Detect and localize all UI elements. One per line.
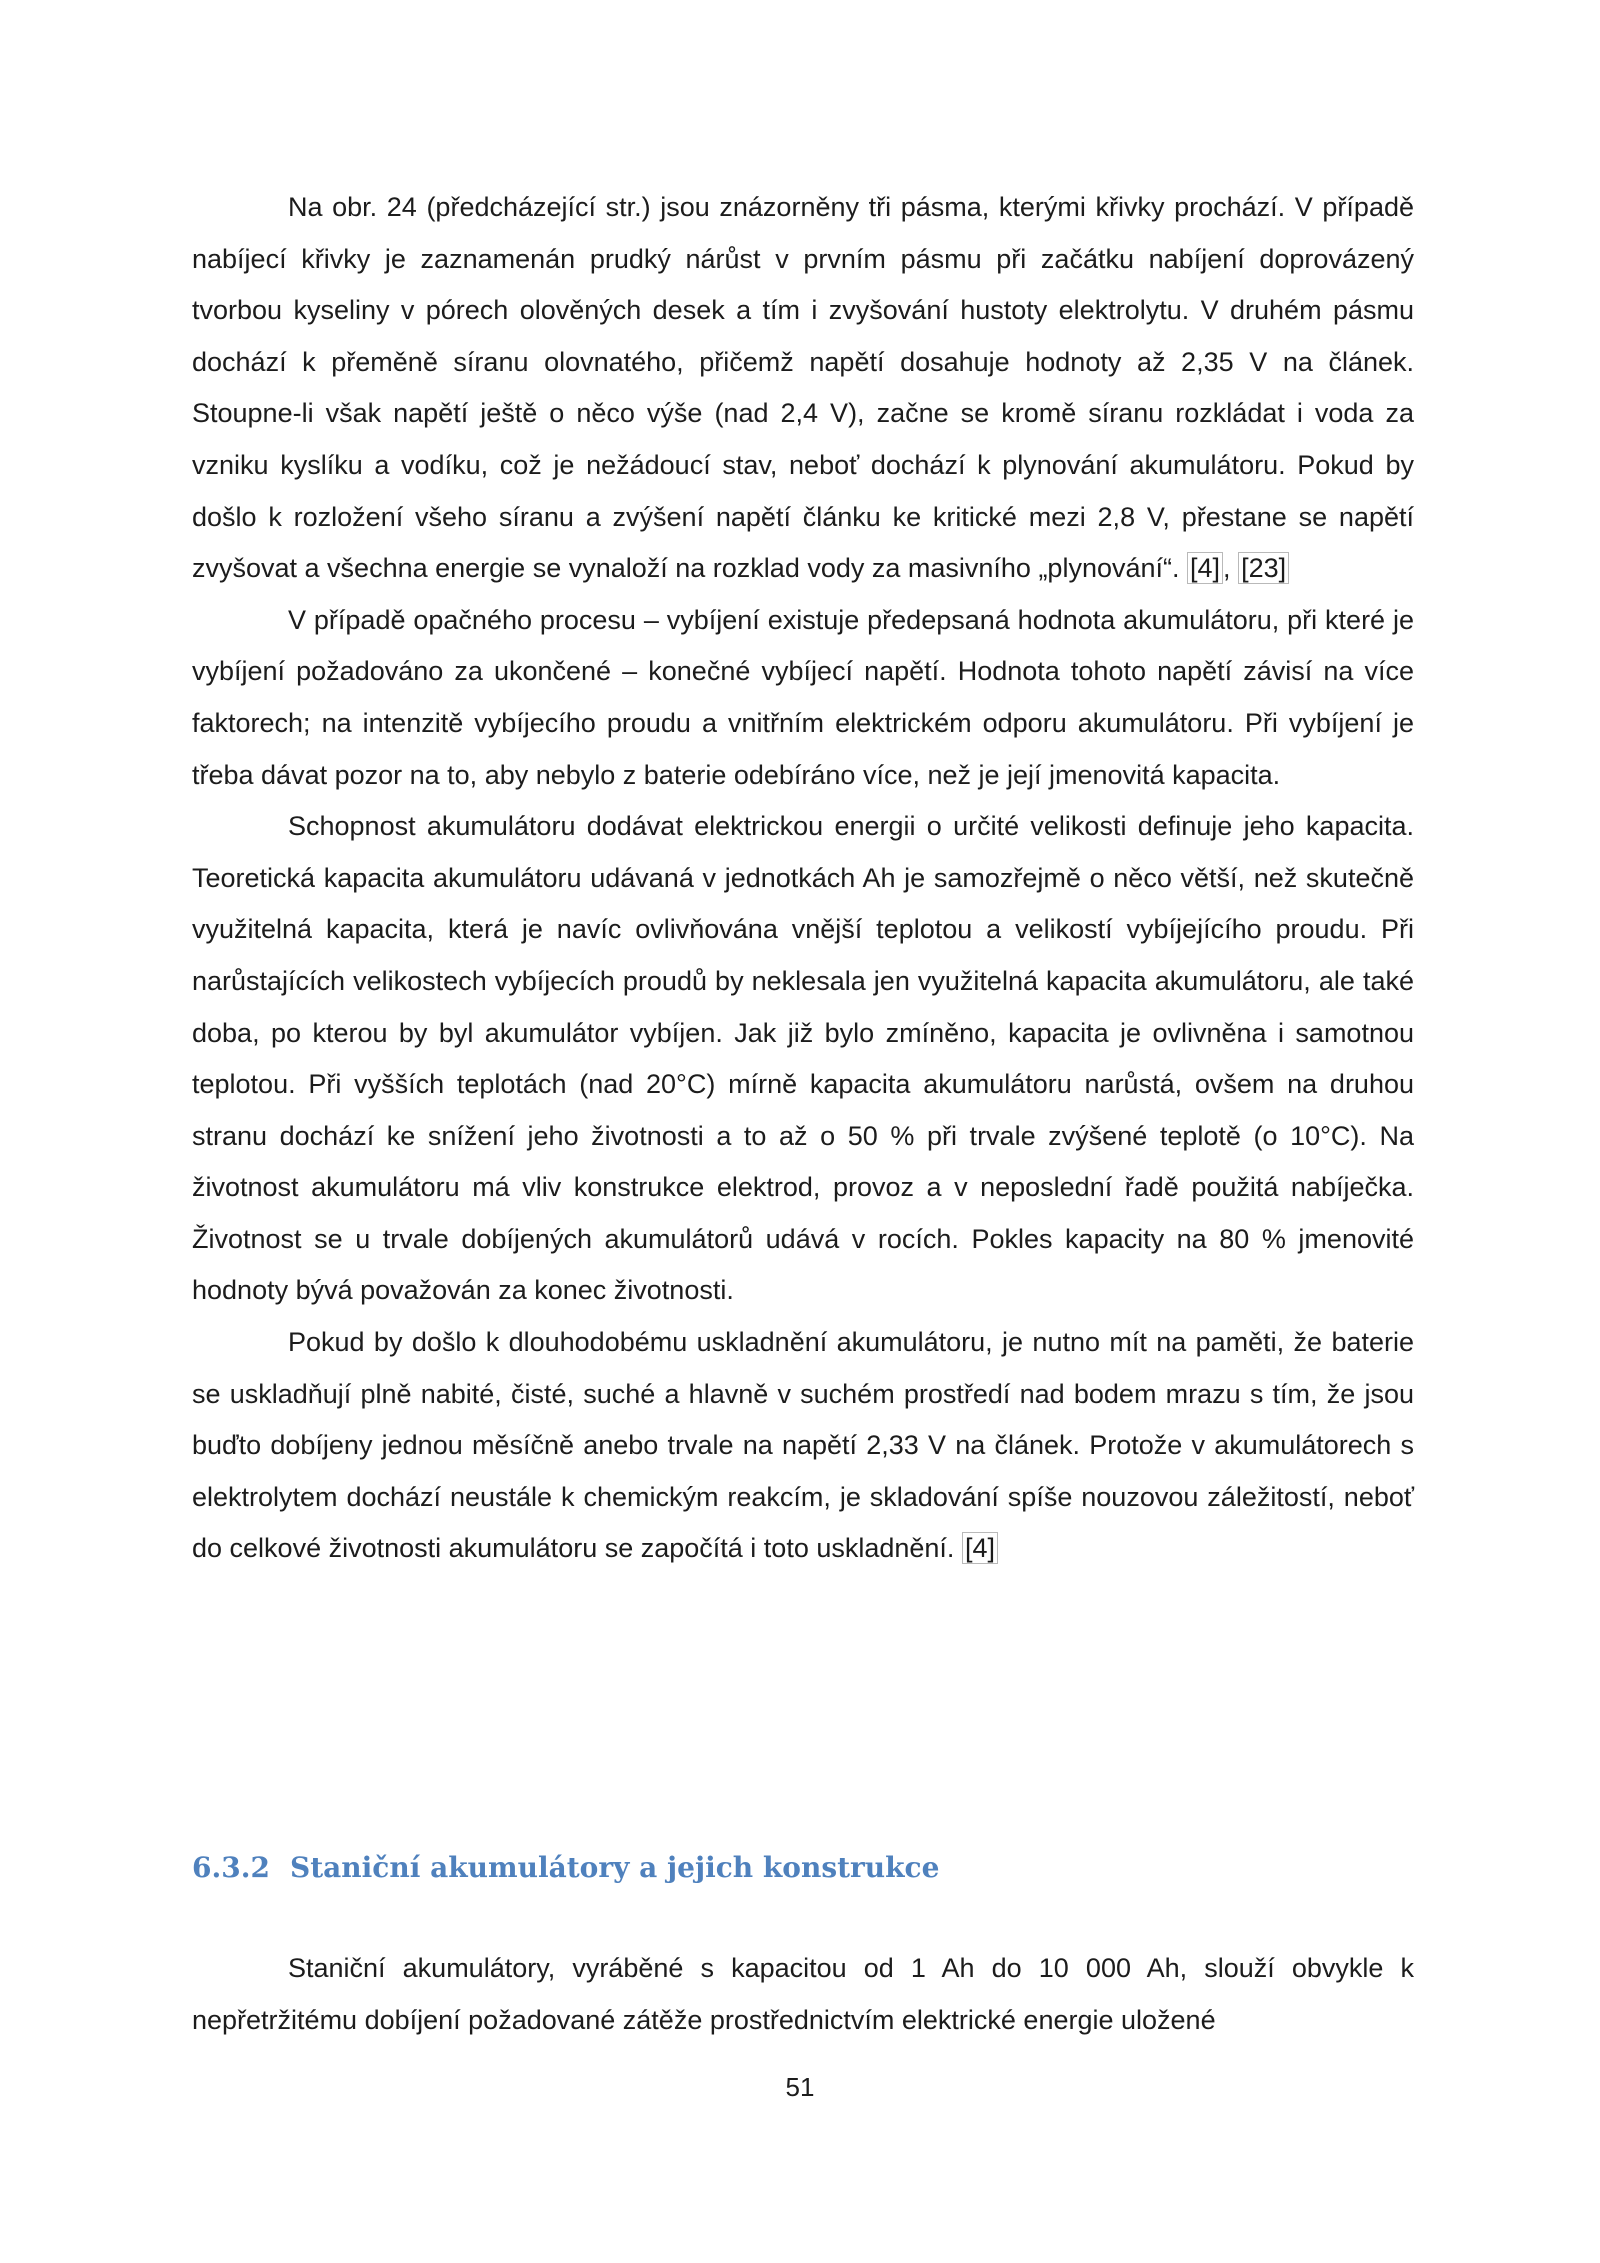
paragraph-capacity: Schopnost akumulátoru dodávat elektrickou energii o určité velikosti definuje jeho kapacita. Teoretická kapacita akumulátoru udávaná v jednotkách Ah je samozřejmě o něco větší, než skutečně využitelná kapacita, která je navíc ovlivňována vnější teplotou a velikostí vybíjejícího proudu. Při narůstajících velikostech vybíjecích proudů by neklesala jen využitelná kapacita akumulátoru, ale také doba, po kterou by byl akumulátor vybíjen. Jak již bylo zmíněno, kapacita je ovlivněna i samotnou teplotou. Při vyšších teplotách (nad 20°C) mírně kapacita akumulátoru narůstá, ovšem na druhou stranu dochází ke snížení jeho životnosti a to až o 50 % při trvale zvýšené teplotě (o 10°C). Na životnost akumulátoru má vliv konstrukce elektrod, provoz a v neposlední řadě použitá nabíječka. Životnost se u trvale dobíjených akumulátorů udává v rocích. Pokles kapacity na 80 % jmenovité hodnoty bývá považován za konec životnosti. (192, 811, 1414, 1306)
section-number: 6.3.2 (192, 1851, 270, 1884)
citation-link[interactable]: [4] (962, 1532, 998, 1564)
section-heading (192, 1851, 939, 1884)
paragraph-text: Pokud by došlo k dlouhodobému uskladnění akumulátoru, je nutno mít na paměti, že baterie se uskladňují plně nabité, čisté, suché a hlavně v suchém prostředí nad bodem mrazu s tím, že jsou buďto dobíjeny jednou měsíčně anebo trvale na napětí 2,33 V na článek. Protože v akumulátorech s elektrolytem dochází neustále k chemickým reakcím, je skladování spíše nouzovou záležitostí, neboť do celkové životnosti akumulátoru se započítá i toto uskladnění. (192, 1327, 1414, 1564)
citation-link[interactable]: [4] (1187, 552, 1223, 584)
citation-separator: , (1223, 553, 1239, 584)
paragraph-discharge: V případě opačného procesu – vybíjení existuje předepsaná hodnota akumulátoru, při které je vybíjení požadováno za ukončené – konečné vybíjecí napětí. Hodnota tohoto napětí závisí na více faktorech; na intenzitě vybíjecího proudu a vnitřním elektrickém odporu akumulátoru. Při vybíjení je třeba dávat pozor na to, aby nebylo z baterie odebíráno více, než je její jmenovitá kapacita. (192, 604, 1414, 790)
paragraph-storage (192, 1317, 1414, 1575)
page-number: 51 (785, 2072, 815, 2102)
citation-link[interactable]: [23] (1238, 552, 1289, 584)
paragraph-charge-zones (192, 182, 1414, 595)
section-title: Staniční akumulátory a jejich konstrukce (290, 1851, 940, 1884)
page-body (192, 182, 1414, 1575)
paragraph-station-batteries: Staniční akumulátory, vyráběné s kapacitou od 1 Ah do 10 000 Ah, slouží obvykle k nepřetržitému dobíjení požadované zátěže prostřednictvím elektrické energie uložené (192, 1953, 1414, 2035)
paragraph-text: Na obr. 24 (předcházející str.) jsou znázorněny tři pásma, kterými křivky prochází. V případě nabíjecí křivky je zaznamenán prudký nárůst v prvním pásmu při začátku nabíjení doprovázený tvorbou kyseliny v pórech olověných desek a tím i zvyšování hustoty elektrolytu. V druhém pásmu dochází k přeměně síranu olovnatého, přičemž napětí dosahuje hodnoty až 2,35 V na článek. Stoupne-li však napětí ještě o něco výše (nad 2,4 V), začne se kromě síranu rozkládat i voda za vzniku kyslíku a vodíku, což je nežádoucí stav, neboť dochází k plynování akumulátoru. Pokud by došlo k rozložení všeho síranu a zvýšení napětí článku ke kritické mezi 2,8 V, přestane se napětí zvyšovat a všechna energie se vynaloží na rozklad vody za masivního „plynování“. (192, 192, 1414, 584)
